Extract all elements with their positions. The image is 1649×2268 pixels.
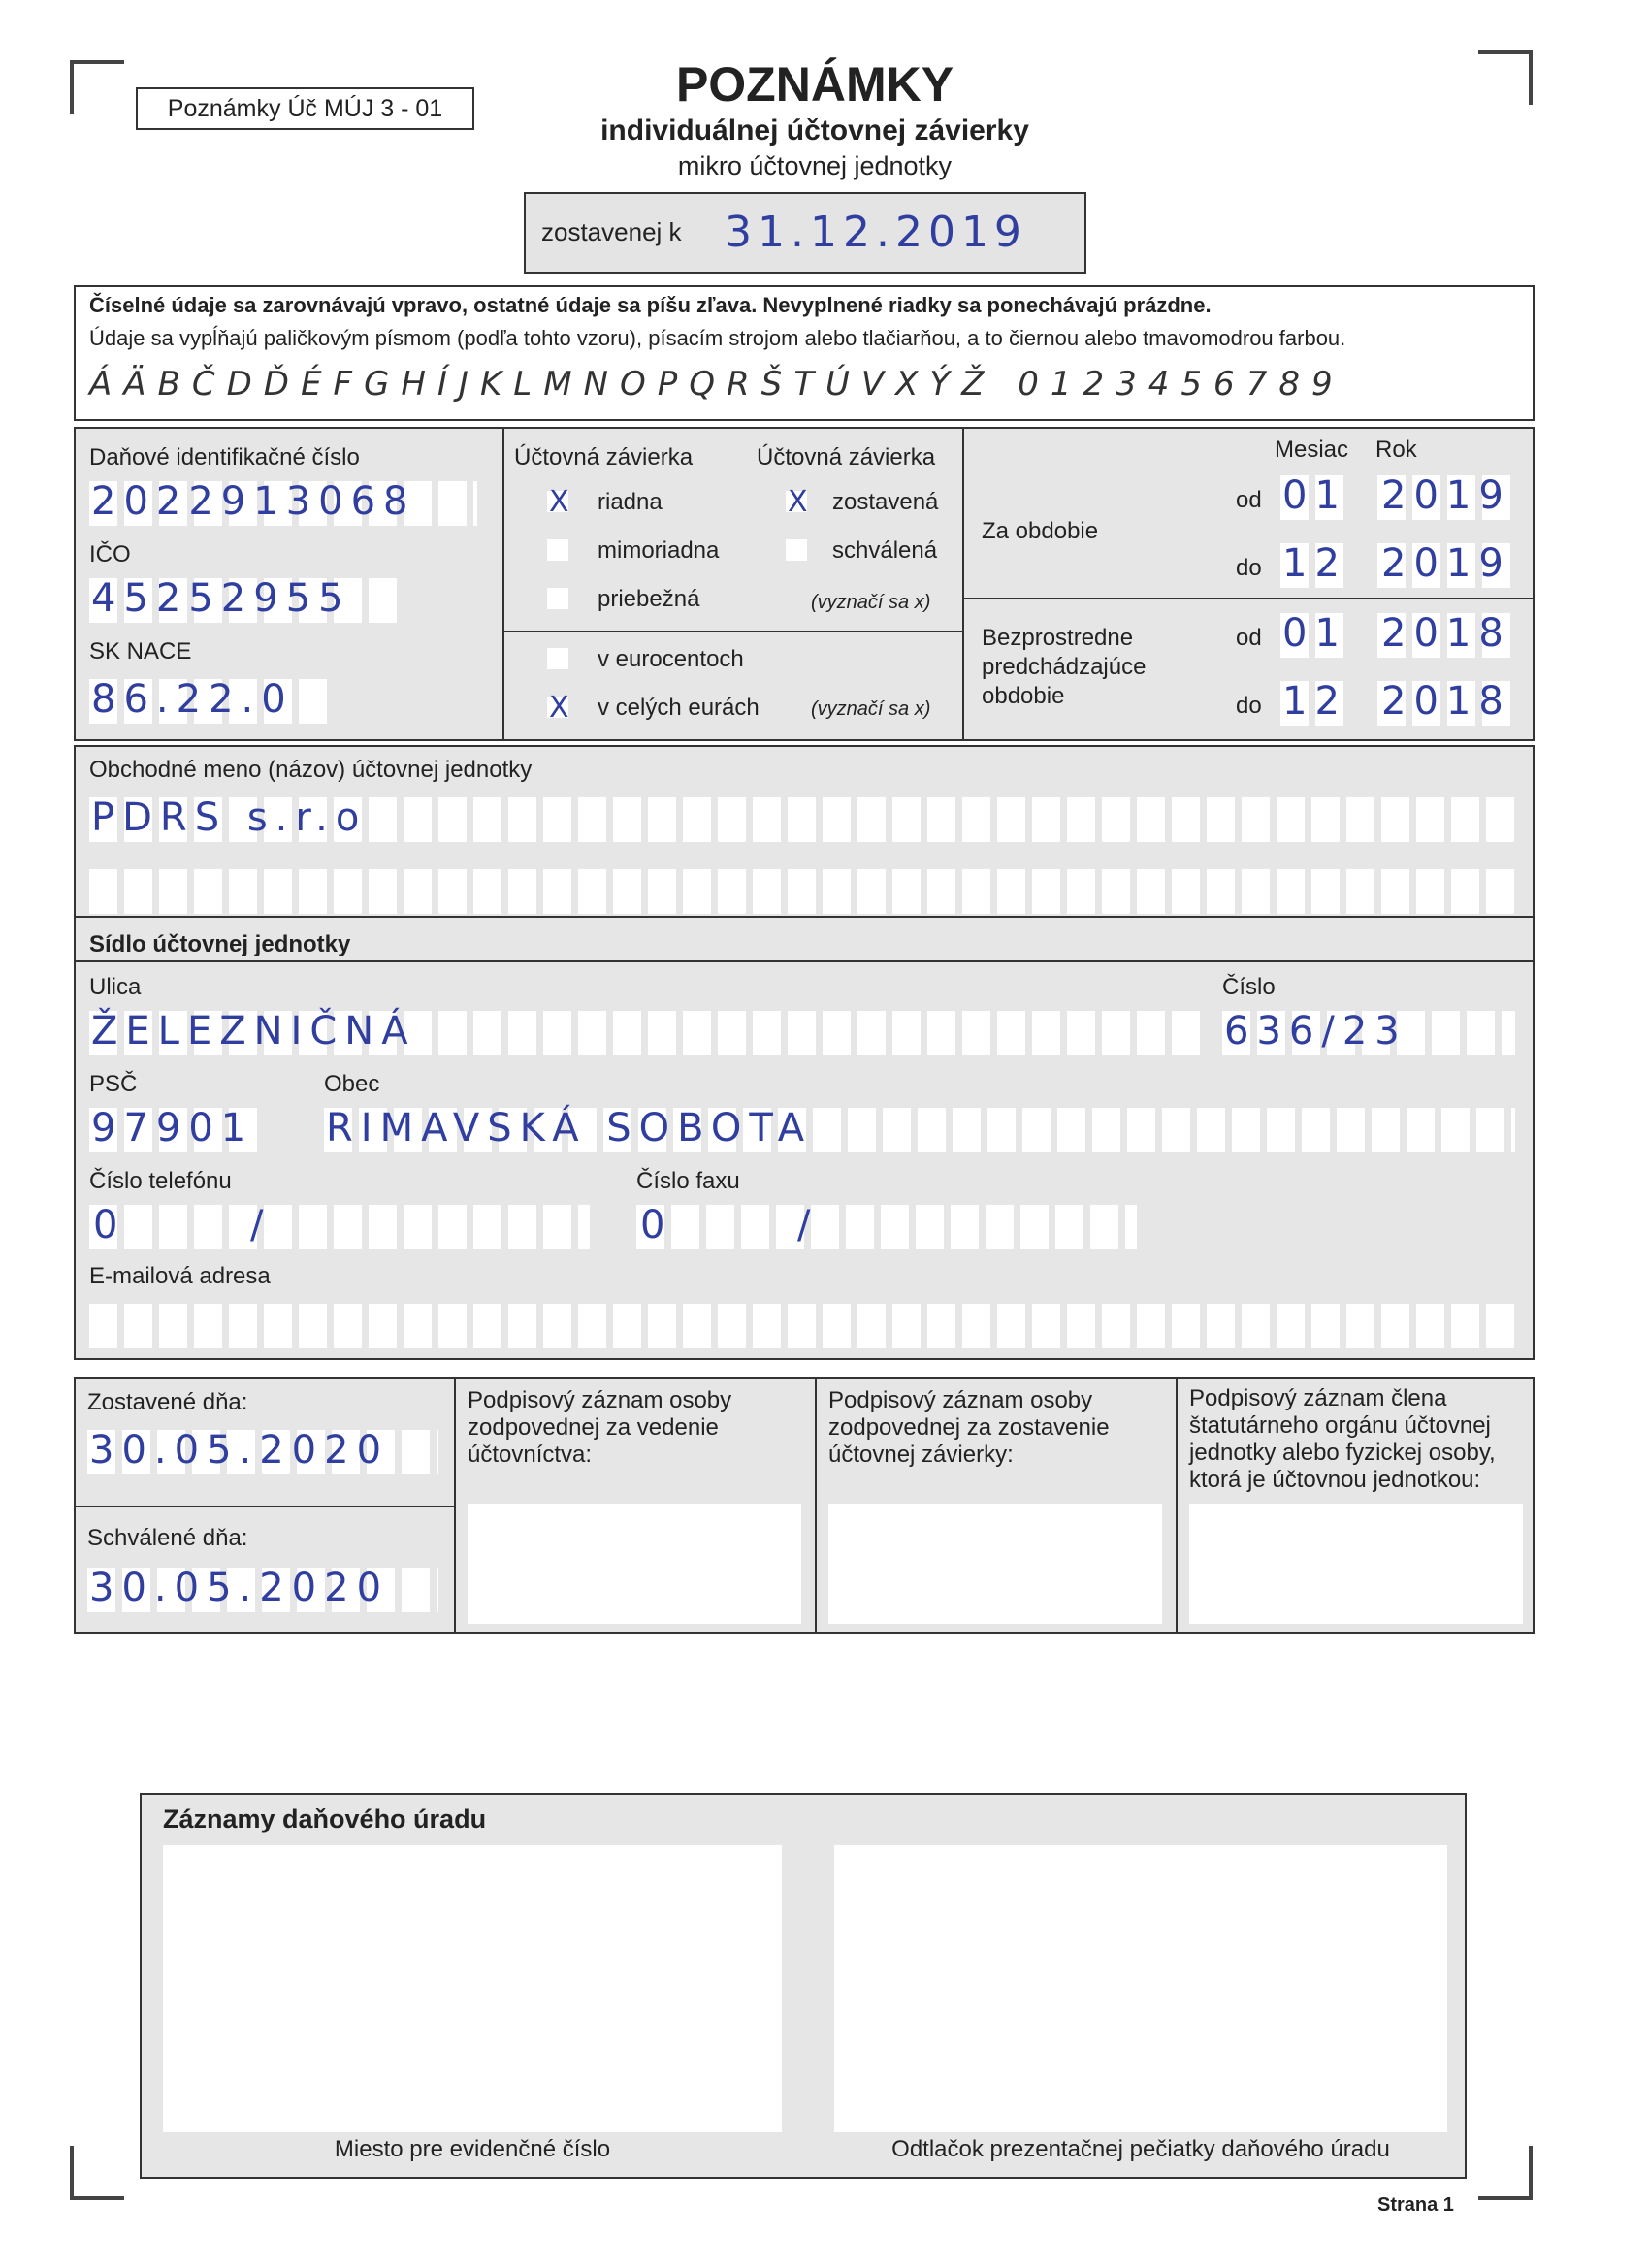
compiled-on-value[interactable]: 30.05.2020	[89, 1428, 390, 1473]
registration-number-area[interactable]	[163, 1845, 782, 2132]
divider	[1176, 1379, 1178, 1632]
eurocent-checkbox[interactable]	[547, 648, 568, 669]
alphabet-sample: ÁÄBČDĎÉFGHÍJKLMNOPQRŠTÚVXÝŽ 0123456789	[89, 365, 1344, 404]
number-value[interactable]: 636/23	[1224, 1009, 1407, 1053]
page-subtitle-2: mikro účtovnej jednotky	[677, 151, 953, 180]
signature-accounting-area[interactable]	[468, 1504, 801, 1624]
tax-office-header: Záznamy daňového úradu	[163, 1804, 487, 1833]
phone-cells	[89, 1205, 590, 1249]
year-header: Rok	[1375, 437, 1417, 463]
cur-to-month[interactable]: 12	[1282, 541, 1347, 586]
email-label: E-mailová adresa	[89, 1263, 271, 1289]
divider	[76, 960, 1533, 962]
prev-period-label-2: predchádzajúce	[982, 654, 1147, 680]
prev-from-month[interactable]: 01	[1282, 611, 1347, 656]
compiled-date-value[interactable]: 31.12.2019	[725, 208, 1027, 257]
tax-office-stamp-caption: Odtlačok prezentačnej pečiatky daňového úradu	[891, 2136, 1390, 2162]
cur-from-month[interactable]: 01	[1282, 473, 1347, 518]
month-header: Mesiac	[1275, 437, 1349, 463]
page-number: Strana 1	[1377, 2194, 1454, 2216]
eurocent-label: v eurocentoch	[598, 646, 744, 672]
signature-compiled-label: Podpisový záznam osoby zodpovednej za zostavenie účtovnej závierky:	[828, 1387, 1110, 1468]
registration-number-caption: Miesto pre evidenčné číslo	[334, 2136, 611, 2162]
nace-label: SK NACE	[89, 638, 192, 664]
psc-label: PSČ	[89, 1071, 138, 1097]
approved-on-label: Schválené dňa:	[87, 1525, 248, 1551]
tax-office-stamp-area[interactable]	[834, 1845, 1447, 2132]
signature-statutory-area[interactable]	[1189, 1504, 1523, 1624]
signature-statutory-label: Podpisový záznam člena štatutárneho orgánu účtovnej jednotky alebo fyzickej osoby, ktorá je účtovnou jednotkou:	[1189, 1385, 1496, 1493]
current-period-label: Za obdobie	[982, 518, 1099, 544]
cur-do-label: do	[1236, 555, 1262, 581]
prev-to-year[interactable]: 2018	[1381, 679, 1511, 724]
dic-label: Daňové identifikačné číslo	[89, 444, 360, 470]
fax-label: Číslo faxu	[636, 1168, 740, 1194]
entity-name-label: Obchodné meno (názov) účtovnej jednotky	[89, 757, 533, 783]
divider	[815, 1379, 817, 1632]
ico-label: IČO	[89, 541, 131, 567]
number-label: Číslo	[1222, 974, 1276, 1000]
statement-type-header: Účtovná závierka	[514, 444, 694, 470]
cur-od-label: od	[1236, 487, 1262, 513]
prev-od-label: od	[1236, 625, 1262, 651]
form-code: Poznámky Úč MÚJ 3 - 01	[136, 87, 474, 130]
street-value[interactable]: ŽELEZNIČNÁ	[91, 1009, 416, 1053]
phone-slash: /	[250, 1203, 272, 1247]
celych-mark: X	[549, 691, 569, 725]
mark-hint-2: (vyznačí sa x)	[811, 698, 931, 720]
priebezna-label: priebežná	[598, 586, 700, 612]
approved-on-value[interactable]: 30.05.2020	[89, 1566, 390, 1610]
fax-slash: /	[797, 1203, 819, 1247]
cur-from-year[interactable]: 2019	[1381, 473, 1511, 518]
riadna-label: riadna	[598, 489, 663, 515]
compiled-on-label: Zostavené dňa:	[87, 1389, 248, 1415]
prev-period-label-1: Bezprostredne	[982, 625, 1134, 651]
entity-name-value[interactable]: PDRS s.r.o	[91, 795, 368, 840]
corner-mark-top-right	[1478, 50, 1533, 105]
psc-value[interactable]: 97901	[91, 1106, 254, 1150]
entity-name-cells-2	[89, 869, 1515, 914]
compiled-date-box	[524, 192, 1086, 274]
mark-hint: (vyznačí sa x)	[811, 592, 931, 613]
divider	[76, 1506, 454, 1507]
divider	[962, 429, 964, 739]
corner-mark-top-left	[70, 60, 124, 114]
divider	[504, 631, 962, 632]
prev-period-label-3: obdobie	[982, 683, 1065, 709]
divider	[454, 1379, 456, 1632]
nace-value[interactable]: 86.22.0	[91, 677, 294, 722]
zostavena-mark: X	[788, 485, 808, 519]
statement-state-header: Účtovná závierka	[757, 444, 936, 470]
street-label: Ulica	[89, 974, 142, 1000]
dic-value[interactable]: 2022913068	[91, 479, 416, 524]
signature-compiled-area[interactable]	[828, 1504, 1162, 1624]
divider	[964, 598, 1533, 599]
page-subtitle: individuálnej účtovnej závierky	[600, 114, 1029, 146]
seat-header: Sídlo účtovnej jednotky	[89, 931, 351, 957]
corner-mark-bottom-right	[1478, 2146, 1533, 2200]
mimoriadna-label: mimoriadna	[598, 537, 720, 564]
email-cells	[89, 1304, 1515, 1348]
divider	[76, 916, 1533, 918]
city-label: Obec	[324, 1071, 380, 1097]
fax-cells	[636, 1205, 1137, 1249]
divider	[502, 429, 504, 739]
riadna-mark: X	[549, 485, 569, 519]
city-value[interactable]: RIMAVSKÁ SOBOTA	[326, 1106, 813, 1150]
prev-from-year[interactable]: 2018	[1381, 611, 1511, 656]
page-title: POZNÁMKY	[675, 57, 954, 112]
instructions-line-2: Údaje sa vypĺňajú paličkovým písmom (podľa tohto vzoru), písacím strojom alebo tlačiarňou, a to čiernou alebo tmavomodrou farbou.	[89, 326, 1346, 350]
celych-label: v celých eurách	[598, 695, 760, 721]
instructions-line-1: Číselné údaje sa zarovnávajú vpravo, ostatné údaje sa píšu zľava. Nevyplnené riadky sa ponechávajú prázdne.	[89, 293, 1212, 317]
ico-value[interactable]: 45252955	[91, 576, 351, 621]
priebezna-checkbox[interactable]	[547, 588, 568, 609]
phone-label: Číslo telefónu	[89, 1168, 232, 1194]
cur-to-year[interactable]: 2019	[1381, 541, 1511, 586]
fax-value[interactable]: 0	[640, 1203, 673, 1247]
schvalena-label: schválená	[832, 537, 938, 564]
phone-value[interactable]: 0	[93, 1203, 126, 1247]
prev-to-month[interactable]: 12	[1282, 679, 1347, 724]
prev-do-label: do	[1236, 693, 1262, 719]
mimoriadna-checkbox[interactable]	[547, 539, 568, 561]
zostavena-label: zostavená	[832, 489, 939, 515]
signature-accounting-label: Podpisový záznam osoby zodpovednej za vedenie účtovníctva:	[468, 1387, 732, 1468]
schvalena-checkbox[interactable]	[786, 539, 807, 561]
compiled-date-label: zostavenej k	[541, 217, 682, 246]
corner-mark-bottom-left	[70, 2146, 124, 2200]
